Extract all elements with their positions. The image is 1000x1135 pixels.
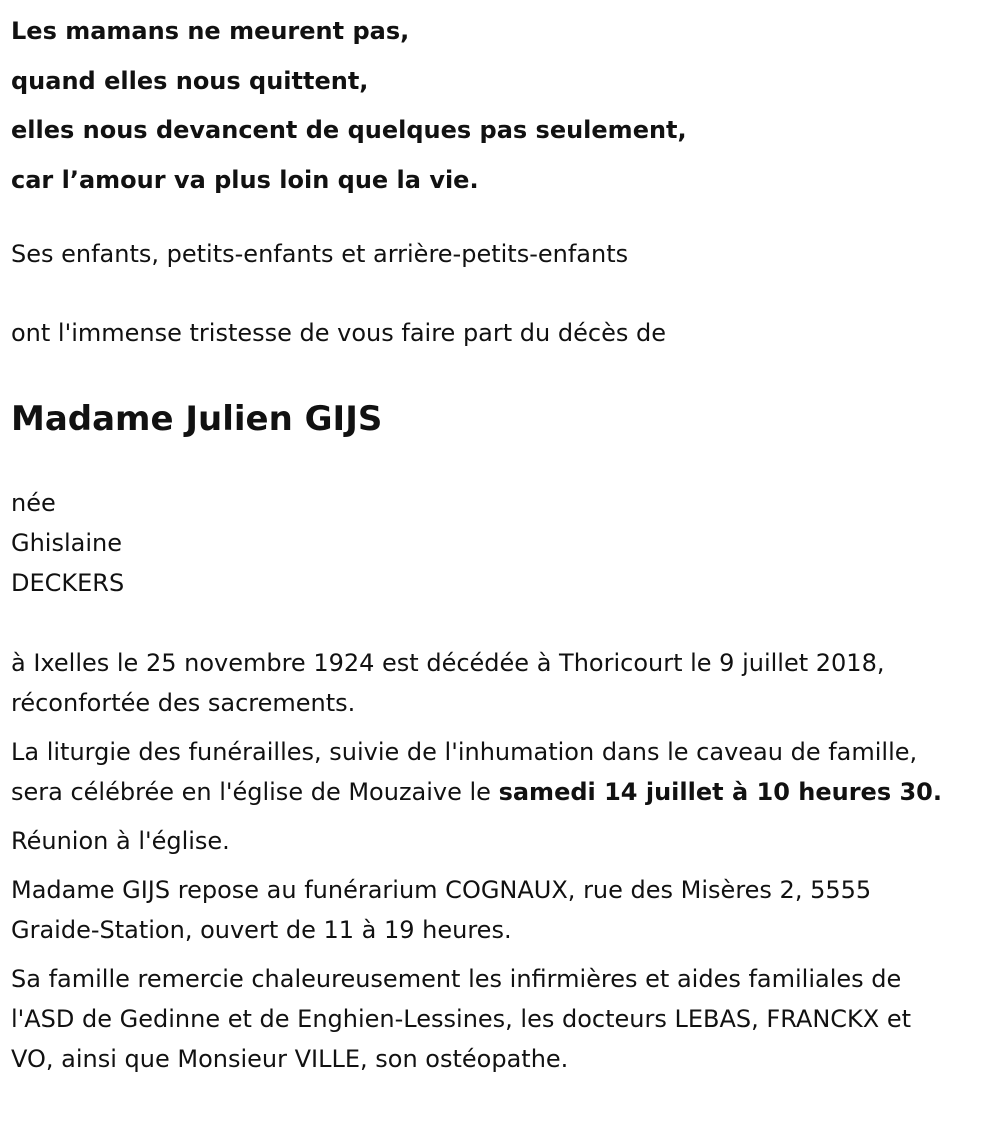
deceased-name: Madame Julien GIJS <box>11 399 383 439</box>
thanks-paragraph: Sa famille remercie chaleureusement les infirmières et aides familiales de l'ASD de Gedinne et de Enghien-Lessines, les docteurs LEBAS, FRANCKX et VO, ainsi que Monsieur VILLE, son ostéopathe. <box>11 965 912 1073</box>
gathering-paragraph: Réunion à l'église. <box>11 827 230 855</box>
funeral-date-time: samedi 14 juillet à 10 heures 30. <box>498 778 942 806</box>
birth-death-paragraph: à Ixelles le 25 novembre 1924 est décédée à Thoricourt le 9 juillet 2018, réconfortée des sacrements. <box>11 649 885 717</box>
maiden-name: DECKERS <box>11 569 125 597</box>
poem-line-3: elles nous devancent de quelques pas seulement, <box>11 116 687 144</box>
announcement: ont l'immense tristesse de vous faire part du décès de <box>11 319 666 347</box>
poem <box>11 0 960 205</box>
rest-place-paragraph: Madame GIJS repose au funérarium COGNAUX, rue des Misères 2, 5555 Graide-Station, ouvert de 11 à 19 heures. <box>11 876 872 944</box>
nee-label: née <box>11 489 56 517</box>
funeral-text: La liturgie des funérailles, suivie de l'inhumation dans le caveau de famille, sera célébrée en l'église de Mouzaive le <box>11 738 918 806</box>
poem-line-4: car l’amour va plus loin que la vie. <box>11 165 479 194</box>
first-name: Ghislaine <box>11 529 122 557</box>
family-line: Ses enfants, petits-enfants et arrière-petits-enfants <box>11 240 629 268</box>
poem-line-1: Les mamans ne meurent pas, <box>11 17 410 45</box>
funeral-paragraph <box>11 732 960 812</box>
maiden-name-block <box>11 483 960 603</box>
poem-line-2: quand elles nous quittent, <box>11 66 369 95</box>
